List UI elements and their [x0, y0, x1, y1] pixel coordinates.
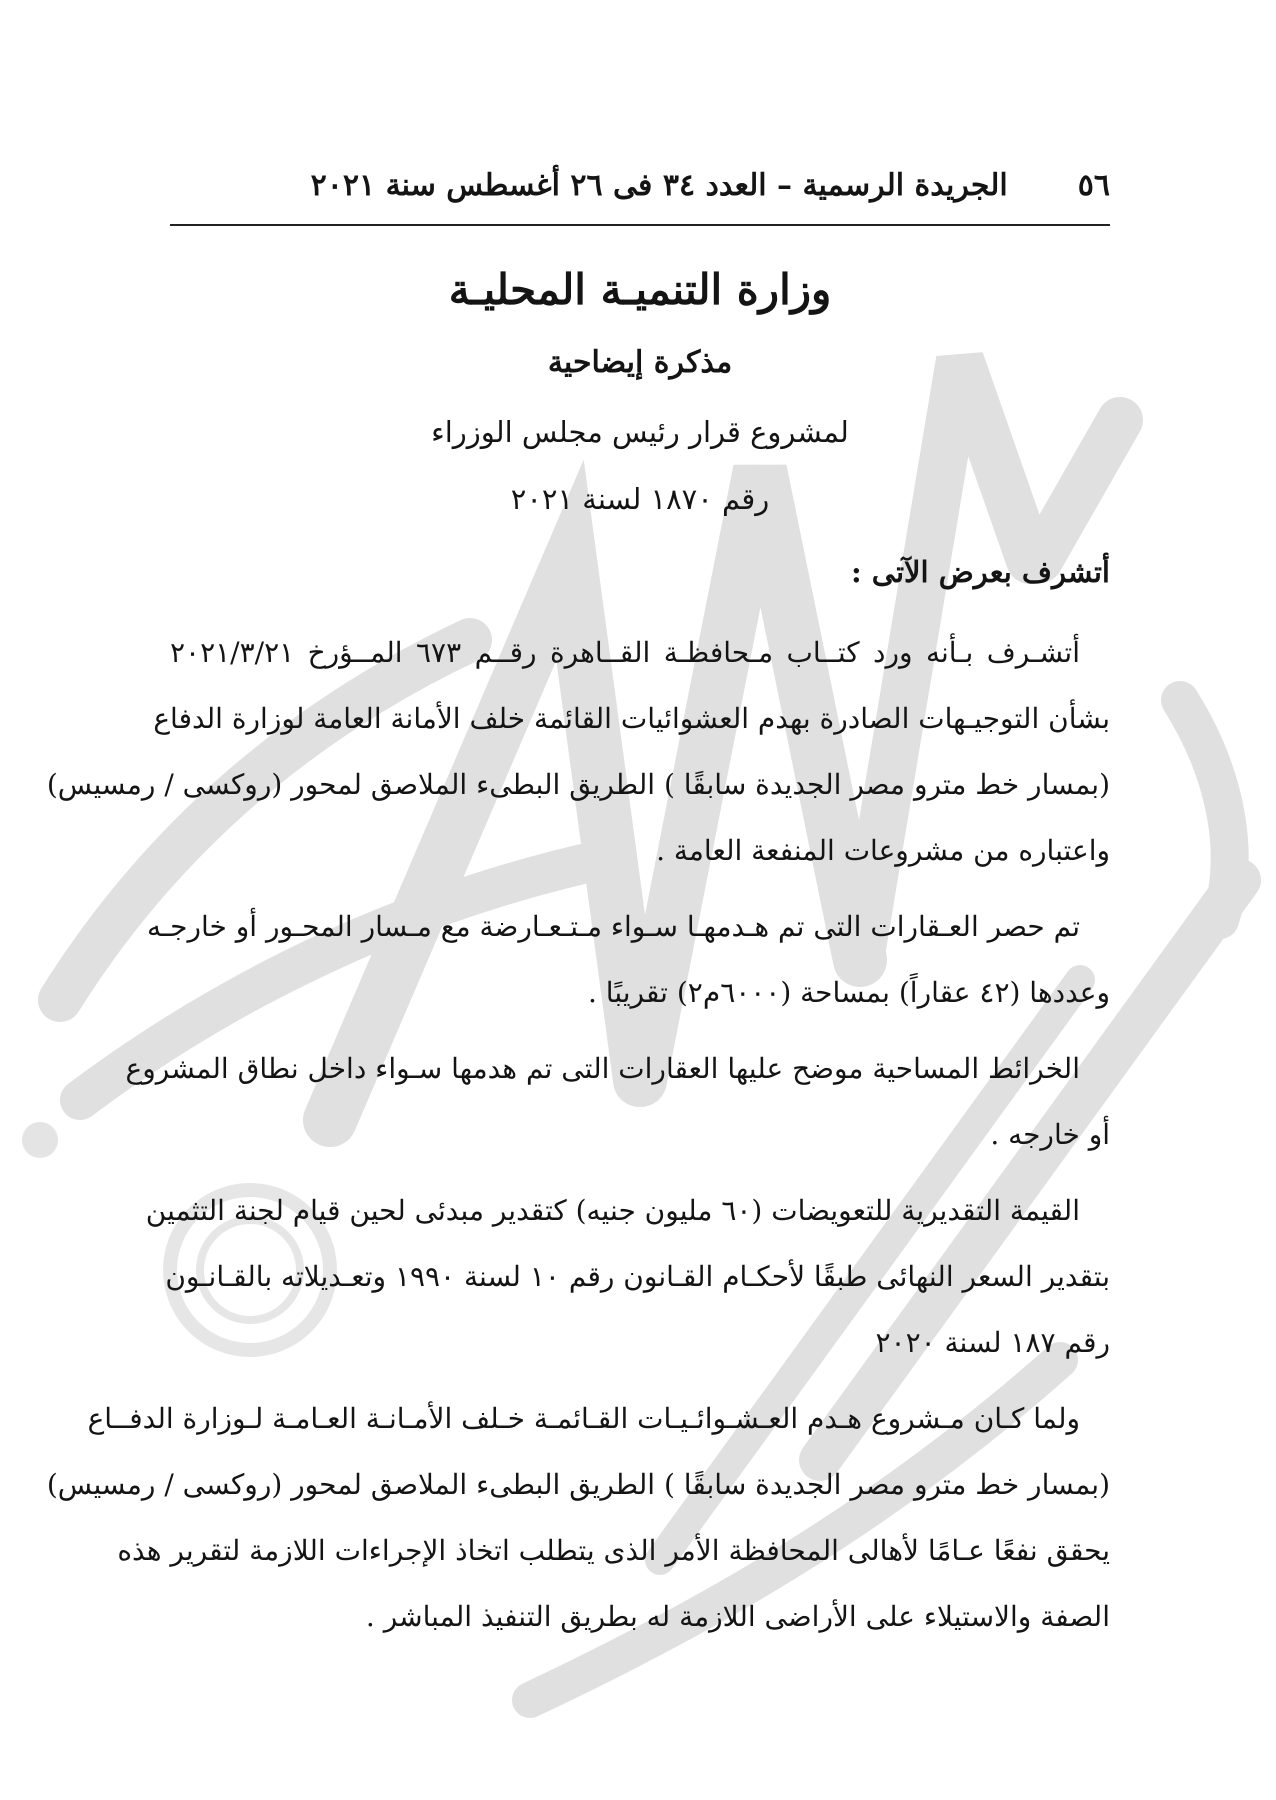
paragraph	[146, 894, 1110, 1026]
decree-subject: لمشروع قرار رئيس مجلس الوزراء	[431, 415, 849, 449]
paragraph-line: يحقق نفعًا عـامًا لأهالى المحافظة الأمر الذى يتطلب اتخاذ الإجراءات اللازمة لتقرير هذه	[117, 1534, 1110, 1567]
paragraph-line: تم حصر العـقارات التى تم هـدمهـا سـواء مـتـعـارضة مع مـسار المحـور أو خارجـه	[146, 910, 1080, 943]
header-divider	[170, 224, 1110, 226]
memo-title: مذكرة إيضاحية	[547, 345, 733, 380]
paragraph-line: وعددها (٤٢ عقاراً) بمساحة (٦٠٠٠م٢) تقريبًا .	[587, 976, 1110, 1009]
paragraph-line: الصفة والاستيلاء على الأراضى اللازمة له بطريق التنفيذ المباشر .	[365, 1600, 1110, 1633]
paragraph-line: أو خارجه .	[990, 1118, 1110, 1151]
paragraph-line: واعتباره من مشروعات المنفعة العامة .	[656, 834, 1110, 867]
paragraph-line: (بمسار خط مترو مصر الجديدة سابقًا ) الطريق البطىء الملاصق لمحور (روكسى / رمسيس)	[46, 1468, 1110, 1501]
paragraph-line: الخرائط المساحية موضح عليها العقارات التى تم هدمها سـواء داخل نطاق المشروع	[125, 1052, 1080, 1085]
paragraph-line: القيمة التقديرية للتعويضات (٦٠ مليون جنيه) كتقدير مبدئى لحين قيام لجنة التثمين	[145, 1194, 1080, 1227]
paragraph	[145, 1178, 1110, 1376]
paragraph	[46, 620, 1110, 884]
paragraph-line: بتقدير السعر النهائى طبقًا لأحكـام القـانون رقم ١٠ لسنة ١٩٩٠ وتعـديلاته بالقـانـون	[165, 1260, 1110, 1293]
paragraph	[125, 1036, 1110, 1168]
ministry-title: وزارة التنميـة المحليـة	[448, 265, 832, 314]
publication-info: الجريدة الرسمية – العدد ٣٤ فى ٢٦ أغسطس سنة ٢٠٢١	[310, 167, 1008, 203]
paragraph-line: بشأن التوجيـهات الصادرة بهدم العشوائيات القائمة خلف الأمانة العامة لوزارة الدفاع	[153, 702, 1110, 735]
page-number: ٥٦	[1077, 167, 1110, 203]
paragraph-line: ولما كـان مـشروع هـدم العـشـوائـيـات القـائمـة خـلف الأمـانـة العـامـة لـوزارة الدفــاع	[87, 1402, 1080, 1435]
page-header	[170, 160, 1110, 210]
greeting: أتشرف بعرض الآتى :	[850, 555, 1110, 589]
paragraph-line: رقم ١٨٧ لسنة ٢٠٢٠	[875, 1326, 1110, 1359]
memo-body	[46, 620, 1110, 1660]
paragraph	[46, 1386, 1110, 1650]
paragraph-line: (بمسار خط مترو مصر الجديدة سابقًا ) الطريق البطىء الملاصق لمحور (روكسى / رمسيس)	[46, 768, 1110, 801]
decree-number: رقم ١٨٧٠ لسنة ٢٠٢١	[510, 482, 770, 516]
paragraph-line: أتشـرف بـأنه ورد كتــاب مـحافظـة القــاهرة رقــم ٦٧٣ المــؤرخ ٢٠٢١/٣/٢١	[170, 636, 1080, 669]
